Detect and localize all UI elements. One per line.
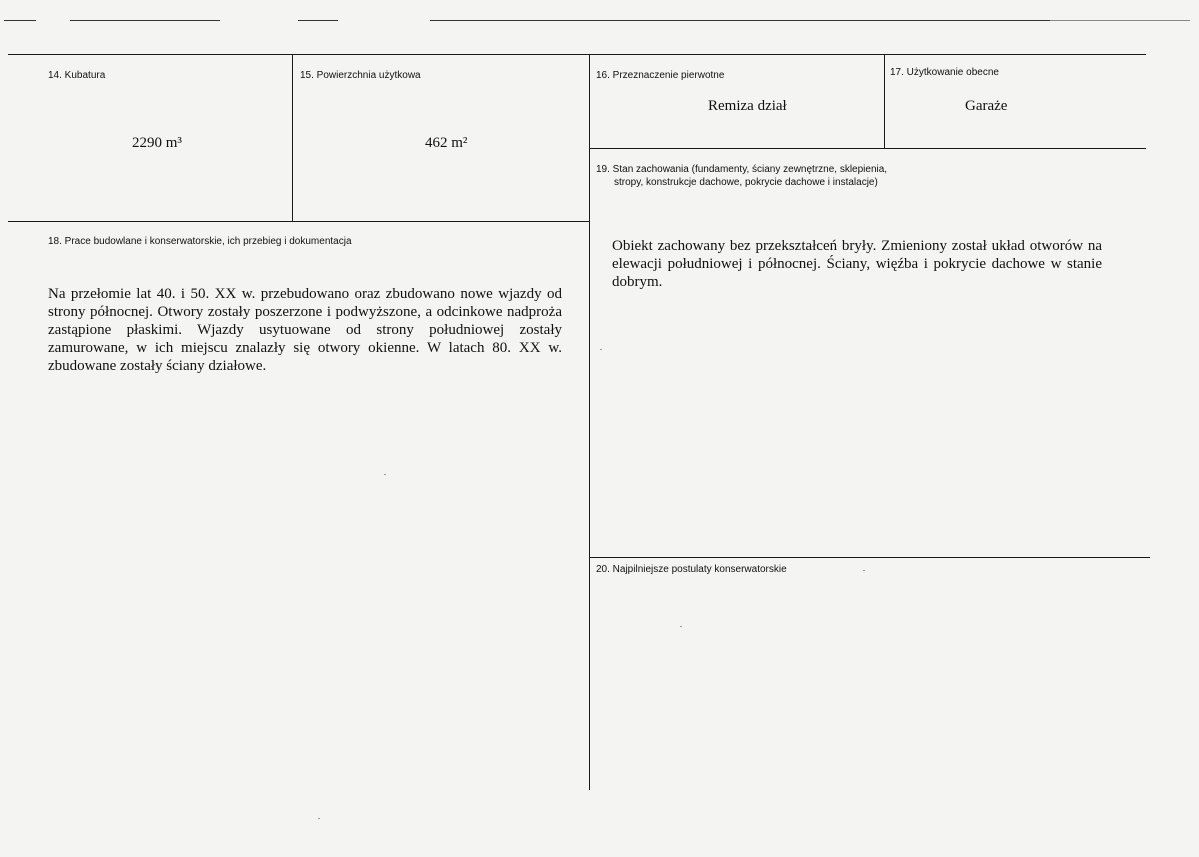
border-16-17-bottom <box>589 148 1146 149</box>
top-edge-line <box>298 20 338 21</box>
top-edge-line <box>4 20 36 21</box>
powierzchnia-label: 15. Powierzchnia użytkowa <box>300 70 421 81</box>
powierzchnia-value: 462 m² <box>425 135 468 151</box>
top-edge-line <box>430 20 1050 21</box>
uzytkowanie-label: 17. Użytkowanie obecne <box>890 67 999 78</box>
scan-speck <box>863 570 865 571</box>
kubatura-label: 14. Kubatura <box>48 70 106 81</box>
przeznaczenie-value: Remiza dział <box>708 98 787 114</box>
stan-text: Obiekt zachowany bez przekształceń bryły. Zmieniony został układ otworów na elewacji południowej i północnej. Ściany, więźba i pokrycie dachowe w stanie dobrym. <box>612 238 1102 290</box>
border-14-15-bottom <box>8 221 589 222</box>
form-top-border <box>8 54 1146 55</box>
postulaty-label: 20. Najpilniejsze postulaty konserwatorskie <box>596 564 787 575</box>
przeznaczenie-label: 16. Przeznaczenie pierwotne <box>596 70 725 81</box>
top-edge-line <box>1050 20 1190 21</box>
border-19-bottom <box>589 557 1150 558</box>
divider-center <box>589 54 590 790</box>
divider-16-17 <box>884 54 885 148</box>
kubatura-value: 2290 m³ <box>132 135 182 151</box>
scan-speck <box>680 626 682 627</box>
scan-speck <box>318 818 320 819</box>
stan-label-line2: stropy, konstrukcje dachowe, pokrycie dachowe i instalacje) <box>614 177 878 188</box>
uzytkowanie-value: Garaże <box>965 98 1008 114</box>
prace-label: 18. Prace budowlane i konserwatorskie, ich przebieg i dokumentacja <box>48 236 352 247</box>
scan-speck <box>600 349 602 350</box>
divider-14-15 <box>292 54 293 221</box>
prace-text: Na przełomie lat 40. i 50. XX w. przebudowano oraz zbudowano nowe wjazdy od strony północnej. Otwory zostały poszerzone i podwyższone, a odcinkowe nadproża zastąpione płaskimi. Wjazdy usytuowane od strony południowej zostały zamurowane, w ich miejscu znalazły się otwory okienne. W latach 80. XX w. zbudowane zostały ściany działowe. <box>48 286 562 374</box>
stan-label-line1: 19. Stan zachowania (fundamenty, ściany zewnętrzne, sklepienia, <box>596 164 888 175</box>
scan-speck <box>384 474 386 475</box>
top-edge-line <box>70 20 220 21</box>
